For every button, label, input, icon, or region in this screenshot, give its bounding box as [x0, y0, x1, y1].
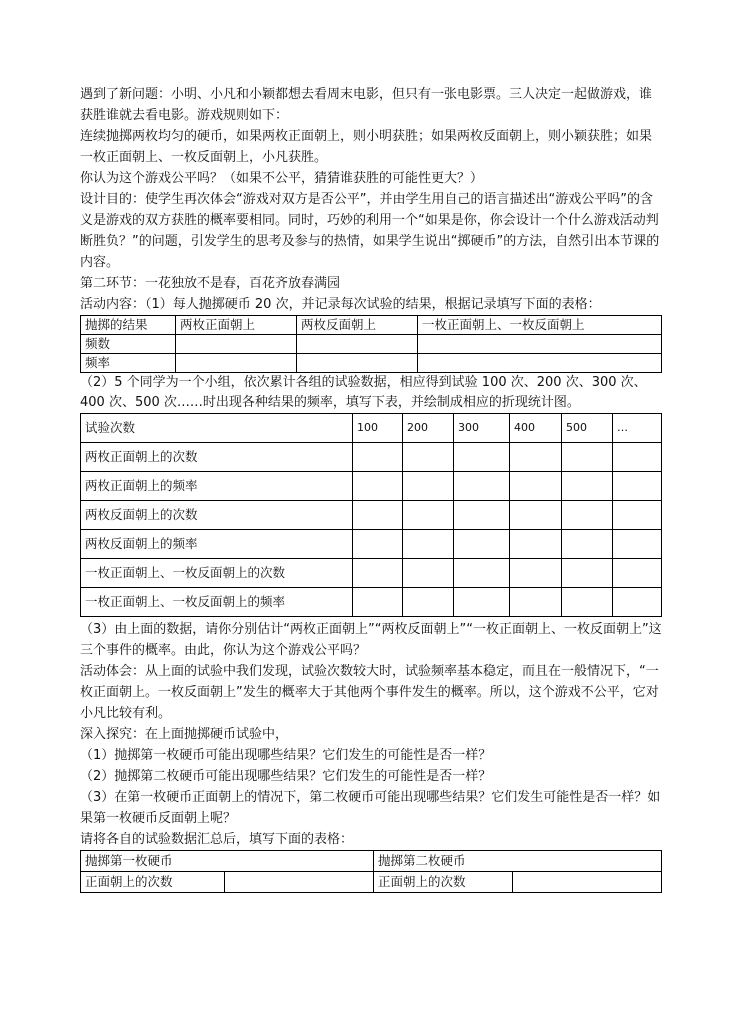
paragraph-design-purpose: 设计目的：使学生再次体会“游戏对双方是否公平”，并由学生用自己的语言描述出“游戏公平吗”的含义是游戏的双方获胜的概率要相同。同时，巧妙的利用一个“如果是你，你会设计一个什么游戏活动判断胜负？”的问题，引发学生的思考及参与的热情，如果学生说出“掷硬币”的方法，自然引出本节课的内容。: [80, 192, 660, 270]
paragraph-activity-1: 活动内容：（1）每人抛掷硬币 20 次，并记录每次试验的结果，根据记录填写下面的表格：: [80, 297, 601, 312]
empty-cell: [176, 335, 297, 354]
table-cell: 两枚正面朝上的次数: [81, 443, 353, 472]
table-row: [81, 472, 662, 501]
table-cell: 频率: [81, 354, 176, 373]
table-cell: 100: [353, 414, 403, 443]
table-row: [81, 559, 662, 588]
table-cell: 正面朝上的次数: [81, 872, 225, 893]
table-cell: 抛掷的结果: [81, 316, 176, 335]
table-cell: 频数: [81, 335, 176, 354]
table-cell: …: [613, 414, 662, 443]
table-row: [81, 316, 662, 335]
empty-cell: [513, 872, 662, 893]
empty-cell: [297, 335, 418, 354]
table-row: [81, 530, 662, 559]
table-cell: 300: [454, 414, 510, 443]
table-row: [81, 443, 662, 472]
empty-cell: [297, 354, 418, 373]
table-cell: 两枚正面朝上的频率: [81, 472, 353, 501]
table-cell: 两枚反面朝上: [297, 316, 418, 335]
empty-cell: [418, 335, 662, 354]
table-cell: 400: [510, 414, 562, 443]
table-frequency-20: [80, 315, 662, 373]
question-1: （1）抛掷第一枚硬币可能出现哪些结果？它们发生的可能性是否一样？: [80, 748, 492, 763]
paragraph-estimate: （3）由上面的数据，请你分别估计“两枚正面朝上”“两枚反面朝上”“一枚正面朝上、一枚反面朝上”这三个事件的概率。由此，你认为这个游戏公平吗？: [80, 622, 662, 658]
table-cell: 500: [562, 414, 613, 443]
table-cell: 一枚正面朝上、一枚反面朝上: [418, 316, 662, 335]
table-cell: 正面朝上的次数: [374, 872, 513, 893]
question-3: （3）在第一枚硬币正面朝上的情况下，第二枚硬币可能出现哪些结果？它们发生可能性是否一样？如果第一枚硬币反面朝上呢？: [80, 790, 661, 826]
empty-cell: [418, 354, 662, 373]
question-2: （2）抛掷第二枚硬币可能出现哪些结果？它们发生的可能性是否一样？: [80, 769, 492, 784]
table-cell: 两枚正面朝上: [176, 316, 297, 335]
table-row: [81, 588, 662, 617]
table-row: [81, 414, 662, 443]
table-coin-results: [80, 850, 662, 893]
paragraph-explore: 深入探究：在上面抛掷硬币试验中，: [80, 727, 289, 742]
table-cell: 200: [403, 414, 454, 443]
document-page: [80, 84, 662, 893]
table-cell: 一枚正面朝上、一枚反面朝上的次数: [81, 559, 353, 588]
table-row: [81, 872, 662, 893]
paragraph-summary: 请将各自的试验数据汇总后，填写下面的表格：: [80, 832, 354, 847]
table-cell: 试验次数: [81, 414, 353, 443]
paragraph-experience: 活动体会：从上面的试验中我们发现，试验次数较大时，试验频率基本稳定，而且在一般情况下，“一枚正面朝上。一枚反面朝上”发生的概率大于其他两个事件发生的概率。所以，这个游戏不公平，它对小凡比较有利。: [80, 664, 659, 721]
paragraph-question: 你认为这个游戏公平吗？（如果不公平，猜猜谁获胜的可能性更大？）: [80, 171, 484, 186]
paragraph-activity-2: （2）5 个同学为一个小组，依次累计各组的试验数据，相应得到试验 100 次、200 次、300 次、400 次、500 次……时出现各种结果的频率，填写下表，并绘制成相应的折现统计图。: [80, 375, 647, 410]
table-cell: 两枚反面朝上的频率: [81, 530, 353, 559]
paragraph-intro: 遇到了新问题：小明、小凡和小颖都想去看周末电影，但只有一张电影票。三人决定一起做游戏，谁获胜谁就去看电影。游戏规则如下：: [80, 87, 653, 123]
table-frequency-cumulative: [80, 413, 662, 617]
table-cell: 抛掷第二枚硬币: [374, 851, 662, 872]
paragraph-rules: 连续抛掷两枚均匀的硬币，如果两枚正面朝上，则小明获胜；如果两枚反面朝上，则小颖获胜；如果一枚正面朝上、一枚反面朝上，小凡获胜。: [80, 129, 653, 165]
table-row: [81, 851, 662, 872]
table-cell: 抛掷第一枚硬币: [81, 851, 374, 872]
table-cell: 两枚反面朝上的次数: [81, 501, 353, 530]
table-cell: 一枚正面朝上、一枚反面朝上的频率: [81, 588, 353, 617]
section-heading-2: 第二环节：一花独放不是春，百花齐放春满园: [80, 276, 341, 291]
empty-cell: [176, 354, 297, 373]
table-row: [81, 354, 662, 373]
empty-cell: [225, 872, 374, 893]
table-row: [81, 501, 662, 530]
table-row: [81, 335, 662, 354]
